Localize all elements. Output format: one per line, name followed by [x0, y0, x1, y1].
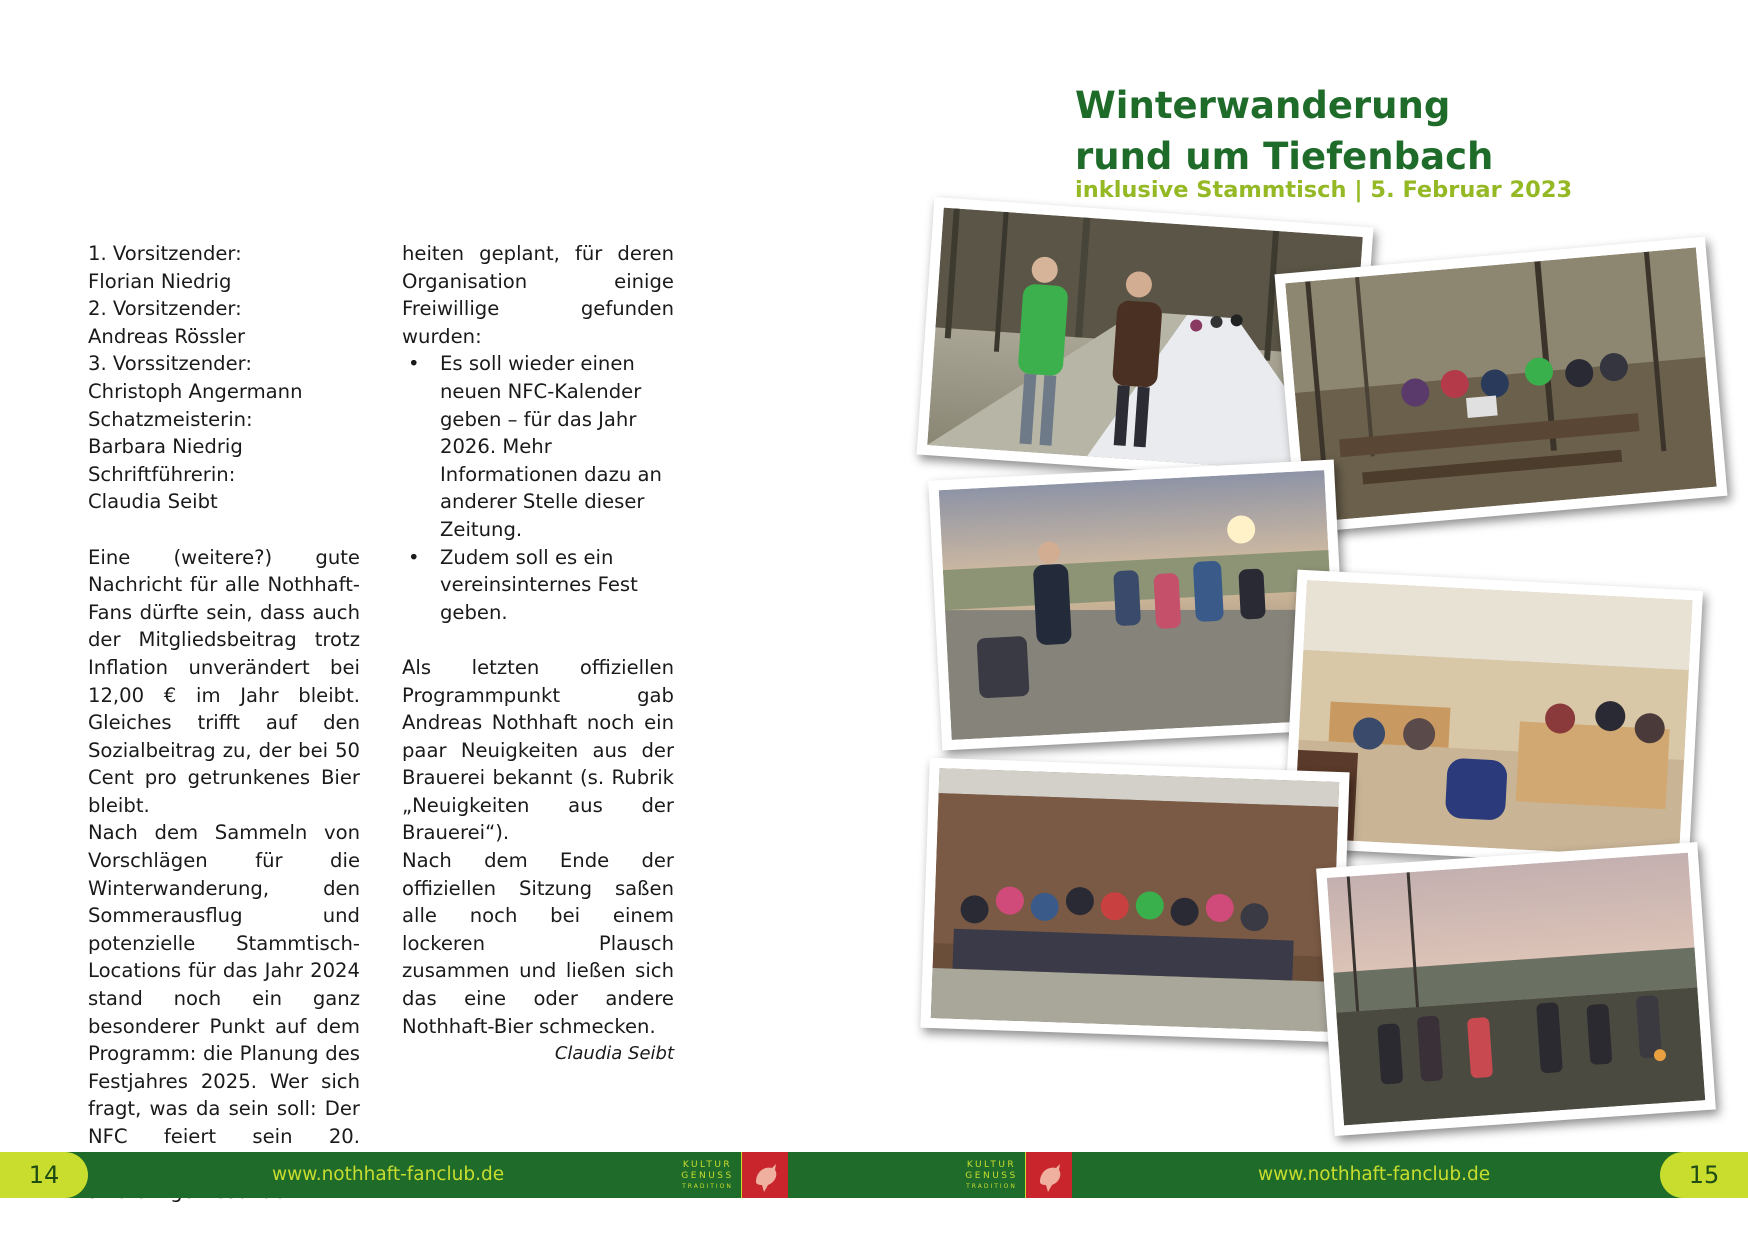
photo-sunset-walk: [928, 460, 1348, 751]
bird-icon: [1026, 1152, 1072, 1198]
logo-line: KULTUR: [682, 1159, 733, 1170]
bird-icon: [742, 1152, 788, 1198]
footer-url-right[interactable]: www.nothhaft-fanclub.de: [1258, 1164, 1491, 1185]
author-signature: Claudia Seibt: [554, 1043, 674, 1065]
bullet-item: • Zudem soll es ein vereinsinternes Fest geben.: [402, 544, 674, 627]
logo-line: TRADITION: [682, 1182, 733, 1190]
article-subtitle: inklusive Stammtisch | 5. Februar 2023: [1075, 177, 1573, 203]
logo-line: KULTUR: [966, 1159, 1017, 1170]
logo-line: GENUSS: [965, 1170, 1018, 1181]
title-line: rund um Tiefenbach: [1075, 135, 1494, 178]
board-line: Claudia Seibt: [88, 490, 218, 514]
article-title: [1075, 80, 1493, 182]
board-line: Christoph Angermann: [88, 379, 303, 403]
photo-forest-picnic: [1274, 237, 1727, 534]
board-line: 3. Vorssitzender:: [88, 352, 252, 376]
page-number-right: 15: [1660, 1152, 1748, 1198]
board-line: 2. Vorsitzender:: [88, 297, 242, 321]
board-line: Florian Niedrig: [88, 269, 232, 293]
board-line: Barbara Niedrig: [88, 435, 243, 459]
middle-column: [402, 240, 674, 1068]
paragraph-closing: Nach dem Ende der offiziellen Sitzung saßen alle noch bei einem lockeren Plausch zusammen und ließen sich das eine oder andere Nothhaft-Bier schmecken.: [402, 849, 674, 1038]
paragraph-continued: heiten geplant, für deren Organisation einige Freiwillige gefunden wurden:: [402, 242, 674, 348]
board-line: Schriftführerin:: [88, 462, 236, 486]
board-line: Andreas Rössler: [88, 324, 246, 348]
photo-group-barn: [920, 758, 1349, 1042]
kulturgenuss-logo-right: [958, 1152, 1072, 1198]
board-line: 1. Vorsitzender:: [88, 242, 242, 265]
paragraph-brewery-news: Als letzten offiziellen Programmpunkt gab Andreas Nothhaft noch ein paar Neuigkeiten aus der Brauerei bekannt (s. Rubrik „Neuigkeiten aus der Brauerei“).: [402, 655, 674, 845]
bullet-list: [402, 350, 674, 626]
board-line: Schatzmeisterin:: [88, 407, 253, 431]
title-line: Winterwanderung: [1075, 84, 1451, 127]
paragraph-membership-fee: Eine (weitere?) gute Nachricht für alle Nothhaft-Fans dürfte sein, dass auch der Mitgliedsbeitrag trotz Inflation unverändert bei 12,00 € im Jahr bleibt. Gleiches trifft auf den Sozialbeitrag zu, der bei 50 Cent pro getrunkenes Bier bleibt.: [88, 545, 360, 817]
bullet-item: • Es soll wieder einen neuen NFC-Kalender geben – für das Jahr 2026. Mehr Informationen dazu an anderer Stelle dieser Zeitung.: [402, 350, 674, 543]
logo-line: GENUSS: [681, 1170, 734, 1181]
logo-line: TRADITION: [966, 1182, 1017, 1190]
kulturgenuss-logo-left: [674, 1152, 788, 1198]
left-column: [88, 240, 360, 1206]
page-number-left: 14: [0, 1152, 88, 1198]
paragraph-planning: Nach dem Sammeln von Vorschlägen für die Winterwanderung, den Sommerausflug und potenzielle Stammtisch-Locations für das Jahr 2024 stand noch ein ganz besonderer Punkt auf dem Programm: die Planung des Festjahres 2025. Wer sich fragt, was da sein soll: Der NFC feiert sein 20.: [88, 821, 360, 1148]
logo-text: [674, 1152, 742, 1198]
photo-dusk-gathering: [1316, 842, 1716, 1136]
footer-url-left[interactable]: www.nothhaft-fanclub.de: [272, 1164, 505, 1185]
logo-text: [958, 1152, 1026, 1198]
